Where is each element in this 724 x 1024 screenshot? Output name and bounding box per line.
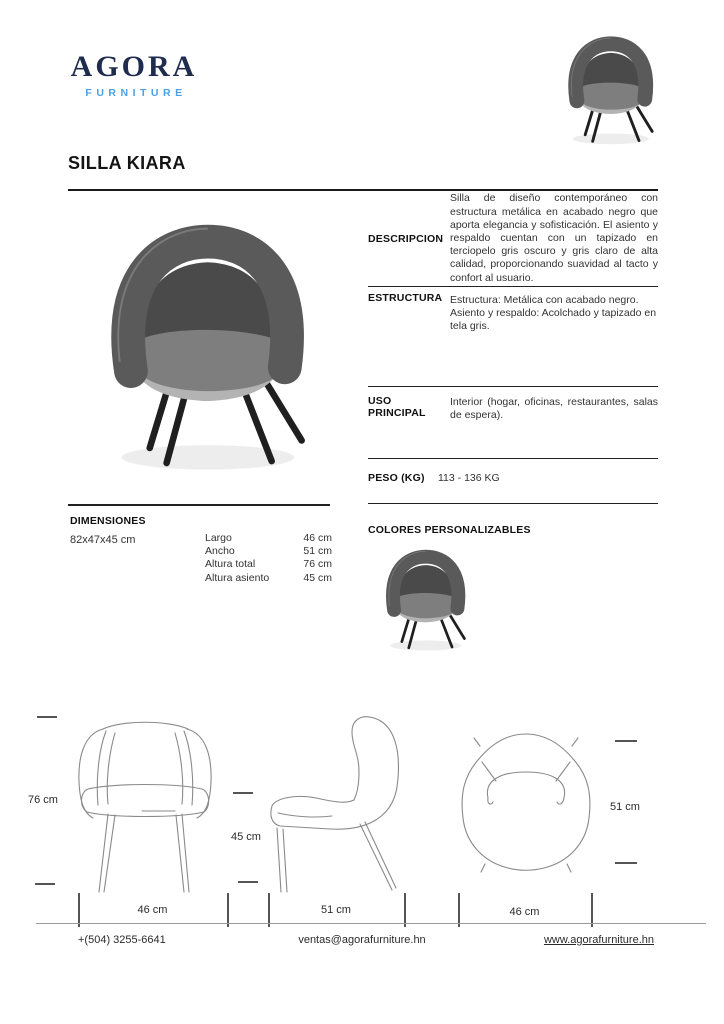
dimension-label: Altura total bbox=[205, 558, 256, 571]
top-view-drawing bbox=[456, 732, 596, 877]
colores-heading: COLORES PERSONALIZABLES bbox=[368, 524, 531, 536]
spec-text: 113 - 136 KG bbox=[438, 472, 500, 484]
dimension-label: Altura asiento bbox=[205, 571, 270, 584]
top-view-depth-label: 51 cm bbox=[610, 801, 640, 813]
dimensions-heading: DIMENSIONES bbox=[70, 515, 146, 527]
dimension-value: 51 cm bbox=[303, 545, 332, 558]
footer-divider bbox=[36, 923, 706, 924]
seat-height-label: 45 cm bbox=[231, 831, 261, 843]
total-height-label: 76 cm bbox=[28, 794, 58, 806]
dimension-tick bbox=[591, 893, 593, 927]
brand-name: AGORA bbox=[70, 50, 198, 83]
dimension-row bbox=[205, 532, 332, 545]
dimension-row bbox=[205, 572, 332, 585]
spec-label: USO PRINCIPAL bbox=[368, 395, 426, 419]
side-depth-label: 51 cm bbox=[321, 904, 351, 916]
footer-email[interactable]: ventas@agorafurniture.hn bbox=[298, 934, 426, 946]
dimensions-divider bbox=[68, 504, 330, 506]
brand-tagline: FURNITURE bbox=[85, 87, 187, 99]
chair-photo-colores bbox=[366, 542, 484, 654]
dimension-tick bbox=[37, 716, 57, 718]
spec-label: PESO (KG) bbox=[368, 472, 425, 484]
dimension-tick bbox=[615, 862, 637, 864]
spec-text: Interior (hogar, oficinas, restaurantes, salas de espera). bbox=[450, 396, 658, 422]
dimension-row bbox=[205, 558, 332, 571]
spec-label: ESTRUCTURA bbox=[368, 292, 443, 304]
spec-section-peso bbox=[368, 459, 658, 504]
page-title: SILLA KIARA bbox=[68, 153, 186, 173]
dimension-tick bbox=[35, 883, 55, 885]
brand-logo bbox=[64, 50, 204, 99]
dimension-tick bbox=[404, 893, 406, 927]
dimensions-summary: 82x47x45 cm bbox=[70, 534, 136, 546]
chair-photo-header bbox=[548, 22, 672, 154]
dimension-tick bbox=[227, 893, 229, 927]
dimension-row bbox=[205, 545, 332, 558]
dimension-tick bbox=[238, 881, 258, 883]
dimension-value: 45 cm bbox=[303, 571, 332, 584]
spec-section-descripcion bbox=[368, 191, 658, 287]
spec-label: DESCRIPCION bbox=[368, 232, 444, 245]
footer-phone: +(504) 3255-6641 bbox=[78, 934, 166, 946]
dimension-label: Ancho bbox=[205, 545, 235, 558]
dimension-value: 76 cm bbox=[303, 558, 332, 571]
dimension-value: 46 cm bbox=[303, 532, 332, 544]
spec-section-uso-principal bbox=[368, 387, 658, 459]
front-view-drawing bbox=[70, 712, 220, 897]
dimensions-table bbox=[205, 532, 332, 585]
top-width-label: 46 cm bbox=[509, 906, 540, 918]
chair-photo-main bbox=[56, 206, 356, 478]
spec-section-estructura bbox=[368, 287, 658, 387]
dimension-tick bbox=[615, 740, 637, 742]
spec-text: Silla de diseño contemporáneo con estructura metálica en acabado negro que aporta elegancia y sofisticación. El asiento y respaldo cuentan con un tapizado en terciopelo gris oscuro y gris claro de alta calidad, proporcionando suavidad al tacto y confort al usuario. bbox=[450, 192, 658, 284]
dimension-label: Largo bbox=[205, 532, 232, 544]
spec-column bbox=[368, 191, 658, 504]
spec-text: Estructura: Metálica con acabado negro. Asiento y respaldo: Acolchado y tapizado en tela gris. bbox=[450, 294, 657, 333]
dimension-tick bbox=[233, 792, 253, 794]
footer-website-link[interactable]: www.agorafurniture.hn bbox=[543, 934, 654, 946]
side-view-drawing bbox=[266, 712, 411, 897]
front-width-label: 46 cm bbox=[137, 904, 168, 916]
